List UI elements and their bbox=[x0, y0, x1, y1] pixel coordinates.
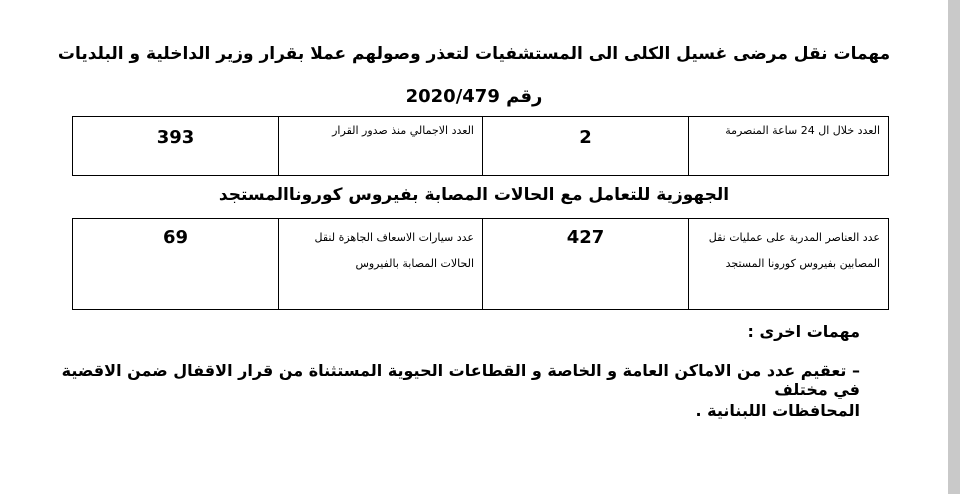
other-tasks-heading: مهمات اخرى : bbox=[747, 322, 860, 341]
label-cell-ambulances-ready: عدد سيارات الاسعاف الجاهزة لنقل الحالات المصابة بالفيروس bbox=[279, 219, 483, 310]
section-title-readiness: الجهوزية للتعامل مع الحالات المصابة بفيروس كوروناالمستجد bbox=[218, 185, 730, 205]
kidney-transport-table bbox=[72, 116, 889, 176]
title-line-1: مهمات نقل مرضى غسيل الكلى الى المستشفيات لتعذر وصولهم عملا بقرار وزير الداخلية و البلديات bbox=[57, 44, 891, 64]
other-tasks-line-2: المحافظات اللبنانية . bbox=[695, 401, 860, 420]
value-cell-total-since-decision: 393 bbox=[73, 117, 279, 176]
page-edge-shadow bbox=[948, 0, 960, 494]
readiness-table bbox=[72, 218, 889, 310]
value-cell-trained-personnel: 427 bbox=[483, 219, 689, 310]
value-cell-last-24h: 2 bbox=[483, 117, 689, 176]
label-cell-total-since-decision: العدد الاجمالي منذ صدور القرار bbox=[279, 117, 483, 176]
label-cell-last-24h: العدد خلال ال 24 ساعة المنصرمة bbox=[689, 117, 889, 176]
value-cell-ambulances-ready: 69 bbox=[73, 219, 279, 310]
table-row bbox=[73, 117, 889, 176]
label-cell-trained-personnel: عدد العناصر المدربة على عمليات نقل المصابين بفيروس كورونا المستجد bbox=[689, 219, 889, 310]
title-line-2: رقم 2020/479 bbox=[405, 86, 543, 107]
other-tasks-line-1: – تعقيم عدد من الاماكن العامة و الخاصة و القطاعات الحيوية المستثناة من قرار الاقفال ضمن الاقضية في مختلف bbox=[61, 361, 860, 399]
table-row bbox=[73, 219, 889, 310]
